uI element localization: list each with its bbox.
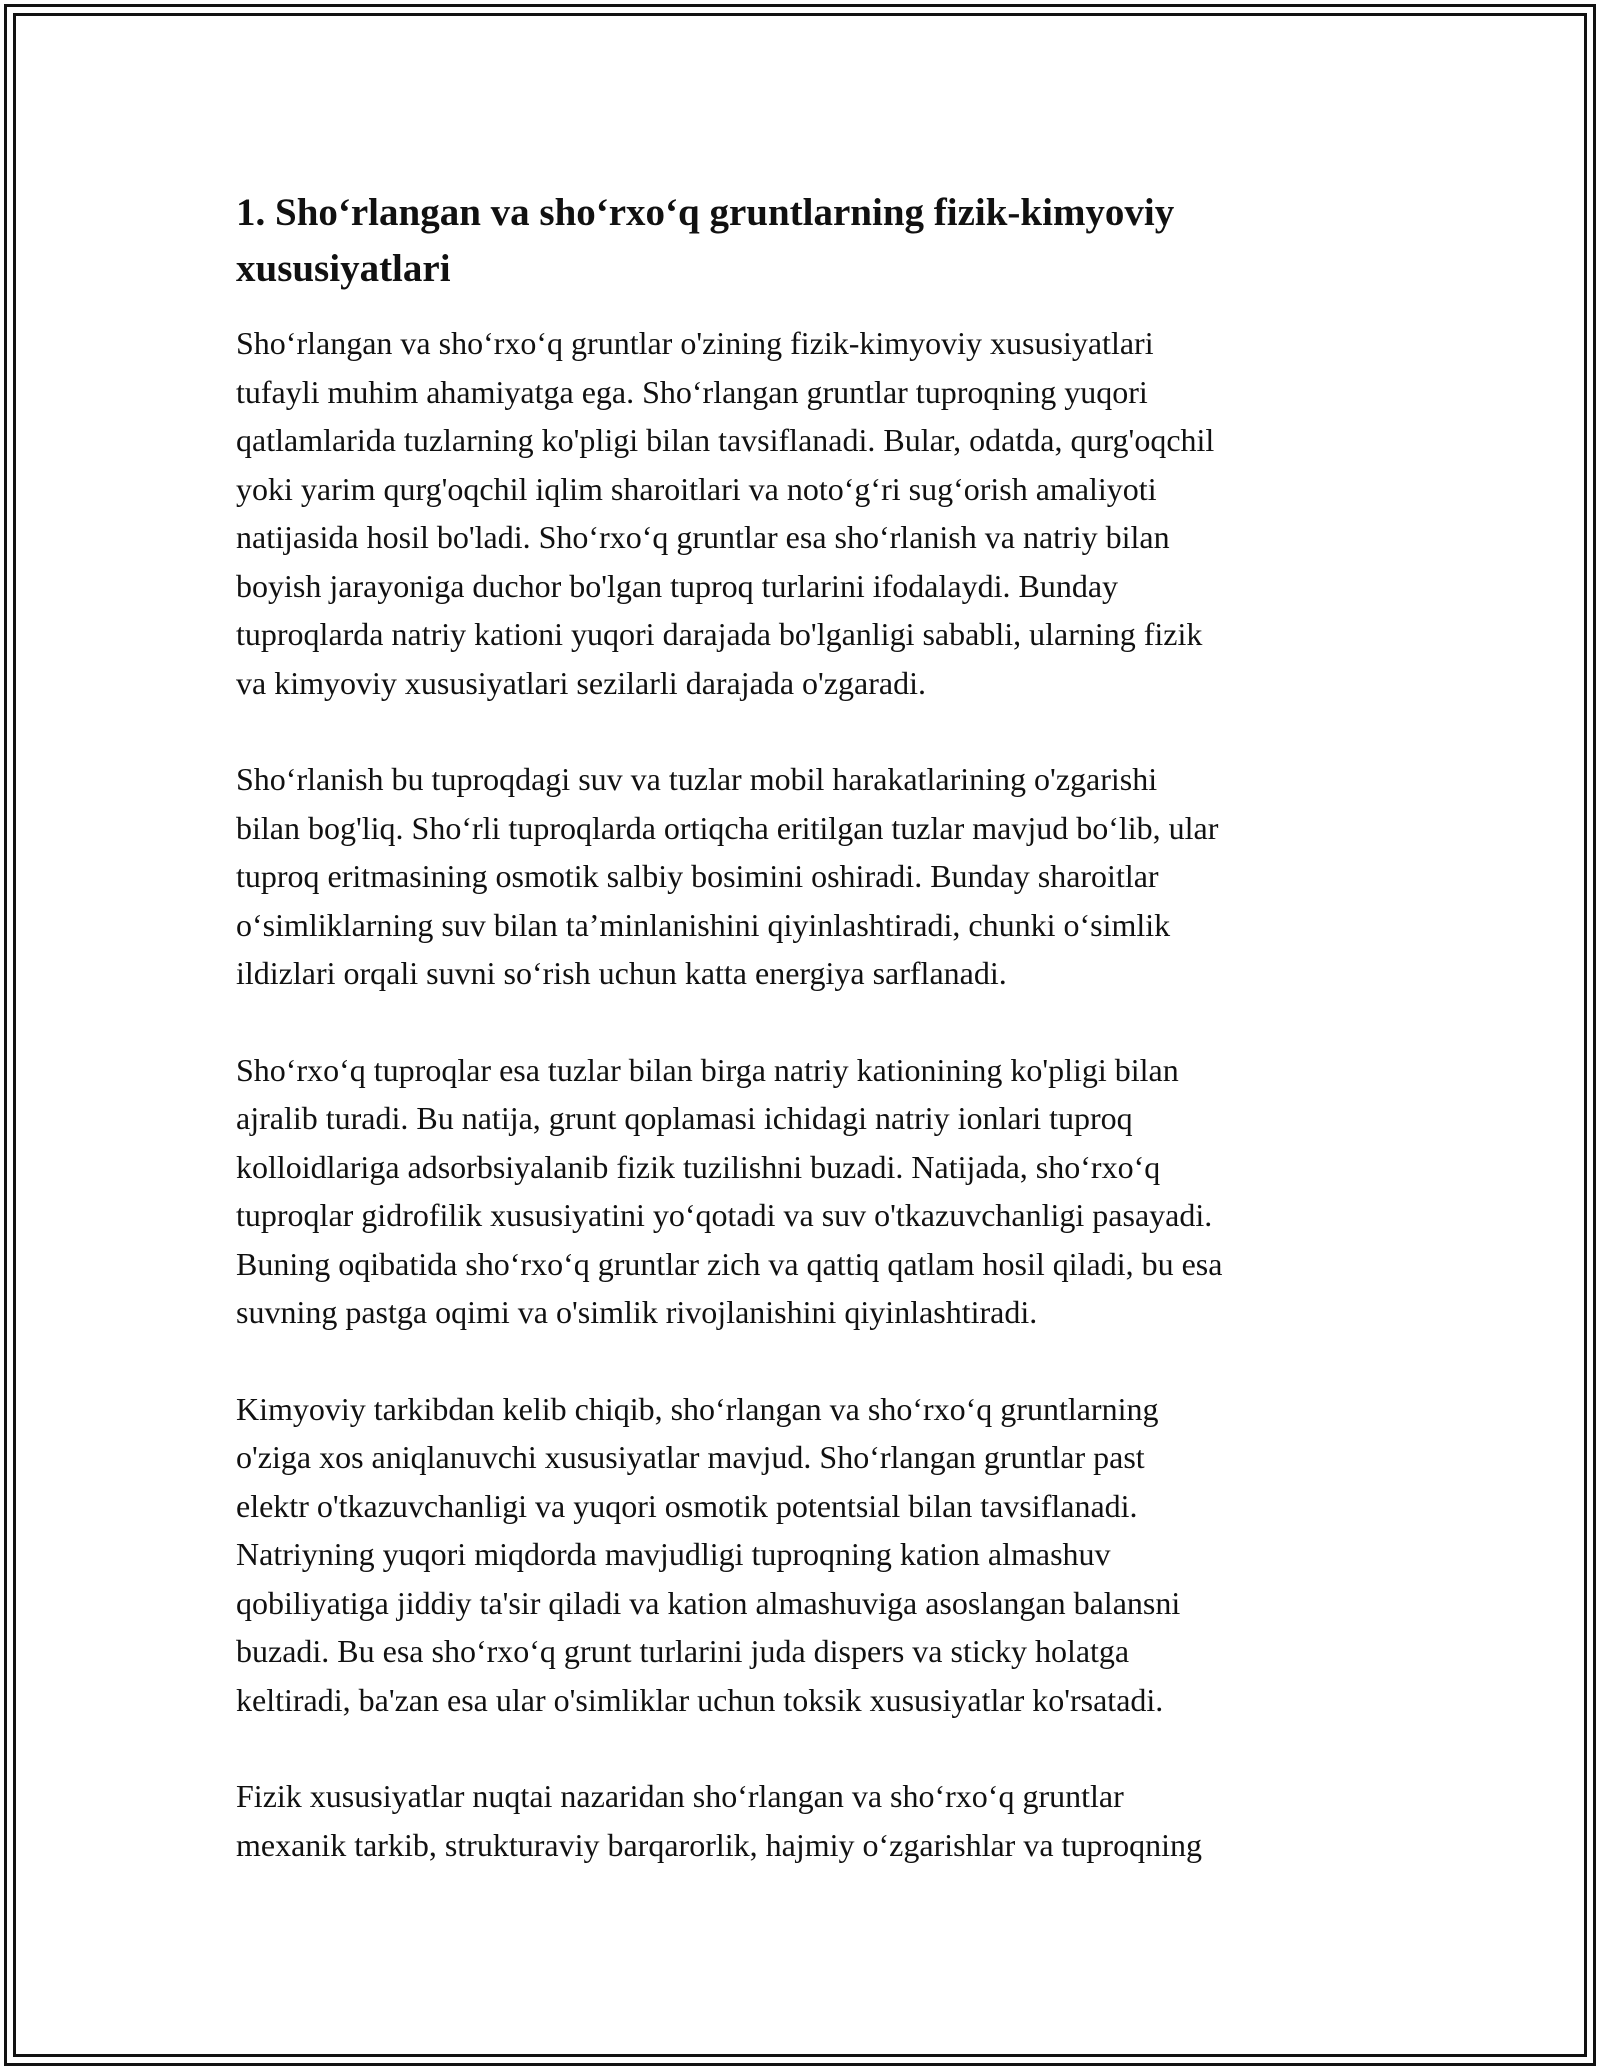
- text-line: Sho‘rxo‘q tuproqlar esa tuzlar bilan birga natriy kationining ko'pligi bilan: [236, 1051, 1179, 1088]
- text-line: Sho‘rlangan va sho‘rxo‘q gruntlar o'zining fizik-kimyoviy xususiyatlari: [236, 325, 1154, 361]
- paragraph-5: [236, 1772, 1376, 1869]
- text-line: natijasida hosil bo'ladi. Sho‘rxo‘q gruntlar esa sho‘rlanish va natriy bilan: [236, 519, 1170, 555]
- text-line: Buning oqibatida sho‘rxo‘q gruntlar zich va qattiq qatlam hosil qiladi, bu esa: [236, 1245, 1223, 1282]
- section-title: 1. Sho‘rlangan va sho‘rxo‘q gruntlarning fizik-kimyoviy xususiyatlari: [236, 191, 1175, 290]
- text-line: tuproq eritmasining osmotik salbiy bosimini oshiradi. Bunday sharoitlar: [236, 858, 1159, 894]
- text-line: ildizlari orqali suvni so‘rish uchun katta energiya sarflanadi.: [236, 955, 1007, 991]
- text-line: qobiliyatiga jiddiy ta'sir qiladi va kation almashuviga asoslangan balansni: [236, 1584, 1181, 1621]
- text-line: bilan bog'liq. Sho‘rli tuproqlarda ortiqcha eritilgan tuzlar mavjud bo‘lib, ular: [236, 809, 1219, 846]
- text-line: Fizik xususiyatlar nuqtai nazaridan sho‘rlangan va sho‘rxo‘q gruntlar: [236, 1778, 1124, 1814]
- text-line: yoki yarim qurg'oqchil iqlim sharoitlari va noto‘g‘ri sug‘orish amaliyoti: [236, 470, 1157, 507]
- paragraph-1: [236, 319, 1376, 707]
- text-line: Kimyoviy tarkibdan kelib chiqib, sho‘rlangan va sho‘rxo‘q gruntlarning: [236, 1390, 1159, 1427]
- text-line: mexanik tarkib, strukturaviy barqarorlik, hajmiy o‘zgarishlar va tuproqning: [236, 1826, 1202, 1863]
- text-line: keltiradi, ba'zan esa ular o'simliklar uchun toksik xususiyatlar ko'rsatadi.: [236, 1681, 1164, 1718]
- document-body: [236, 185, 1376, 1917]
- text-line: kolloidlariga adsorbsiyalanib fizik tuzilishni buzadi. Natijada, sho‘rxo‘q: [236, 1148, 1161, 1185]
- text-line: Natriyning yuqori miqdorda mavjudligi tuproqning kation almashuv: [236, 1536, 1111, 1572]
- text-line: o‘simliklarning suv bilan ta’minlanishini qiyinlashtiradi, chunki o‘simlik: [236, 906, 1171, 943]
- paragraph-3: [236, 1046, 1376, 1337]
- paragraph-2: [236, 755, 1376, 998]
- text-line: suvning pastga oqimi va o'simlik rivojlanishini qiyinlashtiradi.: [236, 1294, 1038, 1330]
- text-line: buzadi. Bu esa sho‘rxo‘q grunt turlarini juda dispers va sticky holatga: [236, 1633, 1130, 1669]
- text-line: tufayli muhim ahamiyatga ega. Sho‘rlangan gruntlar tuproqning yuqori: [236, 373, 1148, 410]
- text-line: Sho‘rlanish bu tuproqdagi suv va tuzlar mobil harakatlarining o'zgarishi: [236, 761, 1158, 797]
- text-line: tuproqlarda natriy kationi yuqori darajada bo'lganligi sababli, ularning fizik: [236, 616, 1203, 652]
- paragraph-4: [236, 1385, 1376, 1725]
- text-line: ajralib turadi. Bu natija, grunt qoplamasi ichidagi natriy ionlari tuproq: [236, 1100, 1133, 1136]
- text-line: qatlamlarida tuzlarning ko'pligi bilan tavsiflanadi. Bular, odatda, qurg'oqchil: [236, 422, 1215, 458]
- text-line: o'ziga xos aniqlanuvchi xususiyatlar mavjud. Sho‘rlangan gruntlar past: [236, 1439, 1145, 1475]
- text-line: tuproqlar gidrofilik xususiyatini yo‘qotadi va suv o'tkazuvchanligi pasayadi.: [236, 1197, 1213, 1233]
- text-line: elektr o'tkazuvchanligi va yuqori osmotik potentsial bilan tavsiflanadi.: [236, 1487, 1138, 1524]
- text-line: va kimyoviy xususiyatlari sezilarli darajada o'zgaradi.: [236, 664, 926, 701]
- text-line: boyish jarayoniga duchor bo'lgan tuproq turlarini ifodalaydi. Bunday: [236, 567, 1119, 604]
